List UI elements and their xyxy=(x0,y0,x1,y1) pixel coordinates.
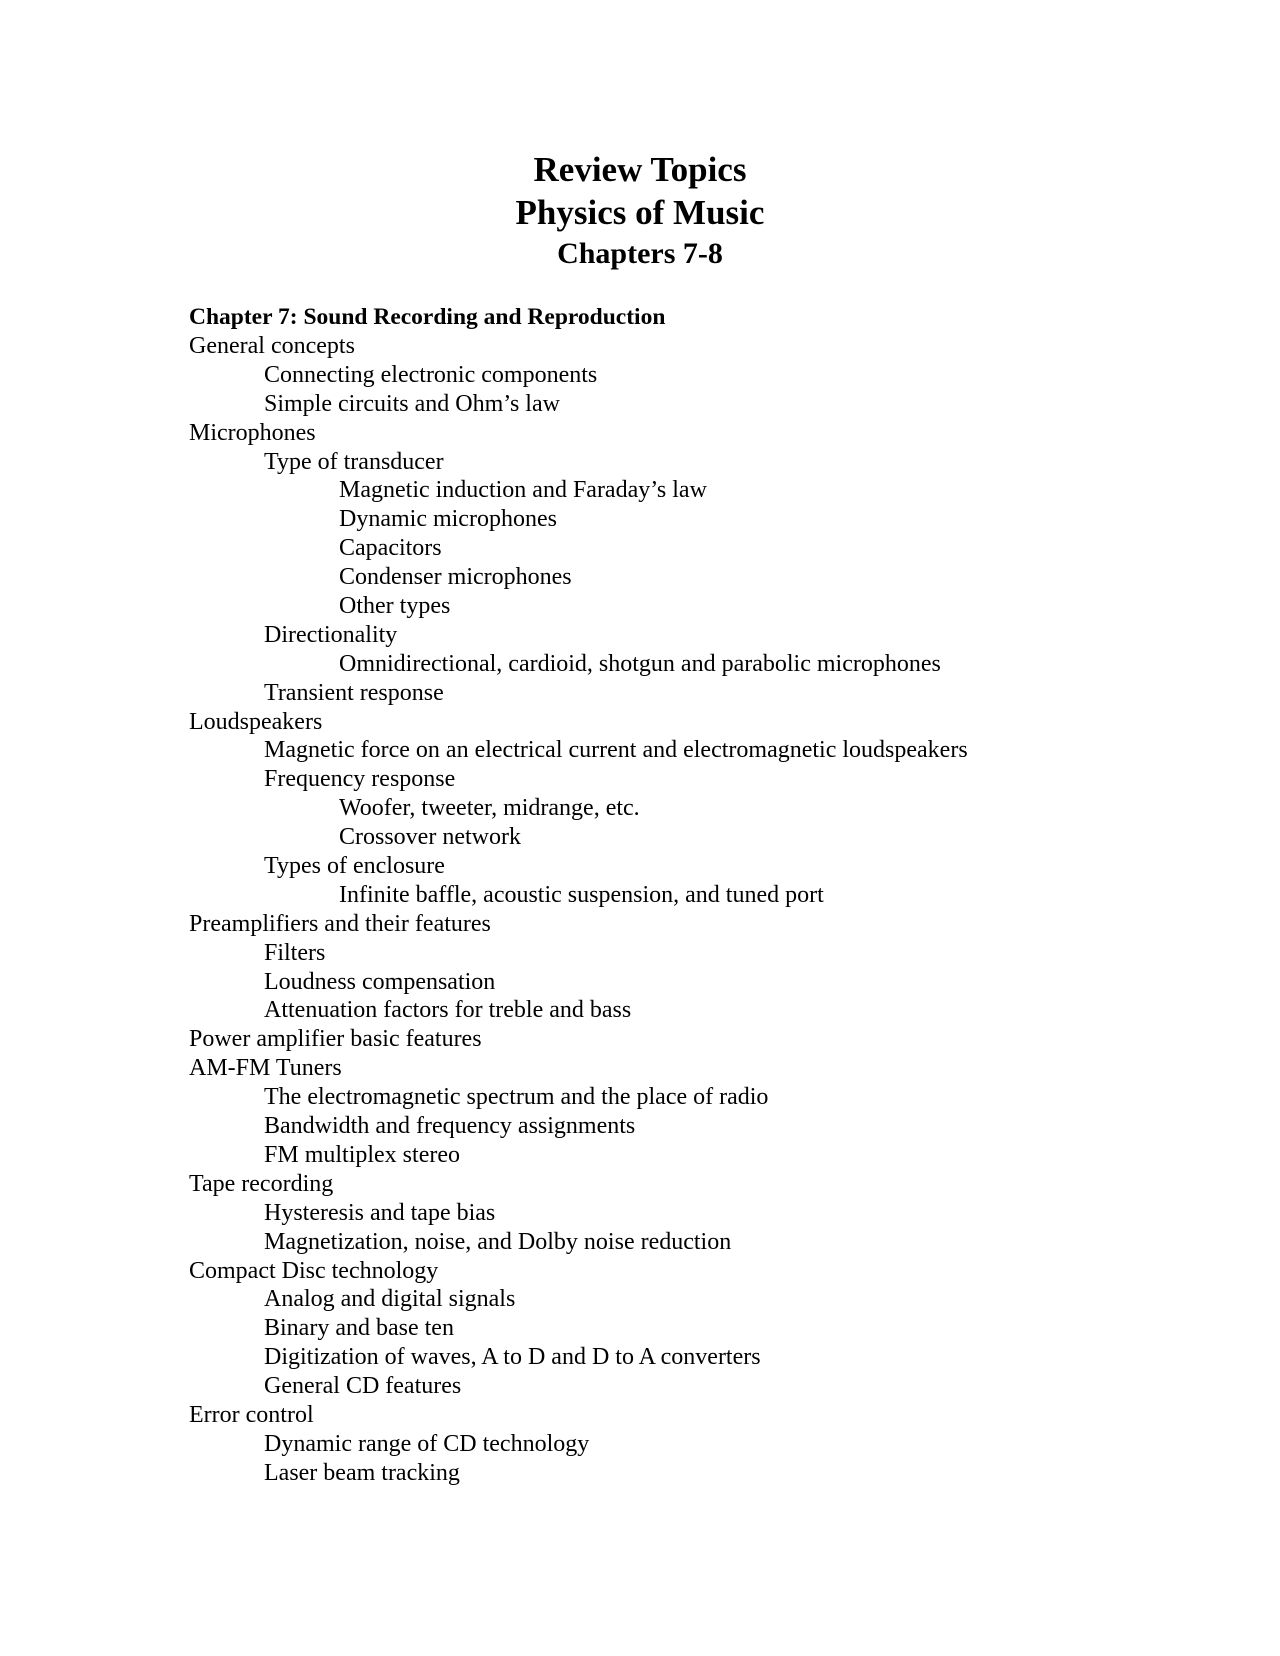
list-item: Hysteresis and tape bias xyxy=(264,1199,496,1226)
chapter-heading: Chapter 7: Sound Recording and Reproduction xyxy=(189,304,666,330)
list-item: Condenser microphones xyxy=(339,564,572,591)
list-item: Analog and digital signals xyxy=(264,1286,516,1313)
list-item: Dynamic microphones xyxy=(339,506,557,533)
list-item: Connecting electronic components xyxy=(264,361,598,388)
list-item: Crossover network xyxy=(339,824,521,851)
title-block xyxy=(0,148,1280,274)
list-item: Magnetic induction and Faraday’s law xyxy=(339,477,707,504)
list-item: Type of transducer xyxy=(264,448,444,475)
topic-list xyxy=(189,332,1189,1488)
list-item: Magnetic force on an electrical current and electromagnetic loudspeakers xyxy=(264,737,968,764)
list-item: Error control xyxy=(189,1401,314,1428)
list-item: Simple circuits and Ohm’s law xyxy=(264,390,560,417)
list-item: Preamplifiers and their features xyxy=(189,910,491,937)
list-item: The electromagnetic spectrum and the place of radio xyxy=(264,1084,769,1111)
list-item: Digitization of waves, A to D and D to A converters xyxy=(264,1344,761,1371)
list-item: Woofer, tweeter, midrange, etc. xyxy=(339,795,640,822)
list-item: Laser beam tracking xyxy=(264,1459,460,1486)
list-item: Types of enclosure xyxy=(264,853,445,880)
page-title: Review Topics xyxy=(533,150,747,189)
list-item: General CD features xyxy=(264,1373,462,1400)
list-item: AM-FM Tuners xyxy=(189,1055,342,1082)
list-item: Frequency response xyxy=(264,766,456,793)
list-item: Transient response xyxy=(264,679,444,706)
list-item: Dynamic range of CD technology xyxy=(264,1430,590,1457)
list-item: Capacitors xyxy=(339,535,442,562)
list-item: Attenuation factors for treble and bass xyxy=(264,997,632,1024)
list-item: Directionality xyxy=(264,621,398,648)
list-item: Other types xyxy=(339,593,451,620)
list-item: Loudness compensation xyxy=(264,968,496,995)
topic-outline xyxy=(189,303,1189,1488)
list-item: FM multiplex stereo xyxy=(264,1141,460,1168)
list-item: Loudspeakers xyxy=(189,708,323,735)
list-item: Omnidirectional, cardioid, shotgun and parabolic microphones xyxy=(339,650,941,677)
list-item: Bandwidth and frequency assignments xyxy=(264,1113,636,1140)
list-item: Power amplifier basic features xyxy=(189,1026,482,1053)
chapters-label: Chapters 7-8 xyxy=(557,237,723,270)
list-item: Infinite baffle, acoustic suspension, and tuned port xyxy=(339,881,824,908)
list-item: Compact Disc technology xyxy=(189,1257,439,1284)
list-item: Microphones xyxy=(189,419,316,446)
list-item: Filters xyxy=(264,939,326,966)
list-item: Tape recording xyxy=(189,1170,334,1197)
list-item: Magnetization, noise, and Dolby noise reduction xyxy=(264,1228,732,1255)
list-item: General concepts xyxy=(189,333,355,359)
page-subtitle: Physics of Music xyxy=(515,193,765,232)
list-item: Binary and base ten xyxy=(264,1315,454,1342)
